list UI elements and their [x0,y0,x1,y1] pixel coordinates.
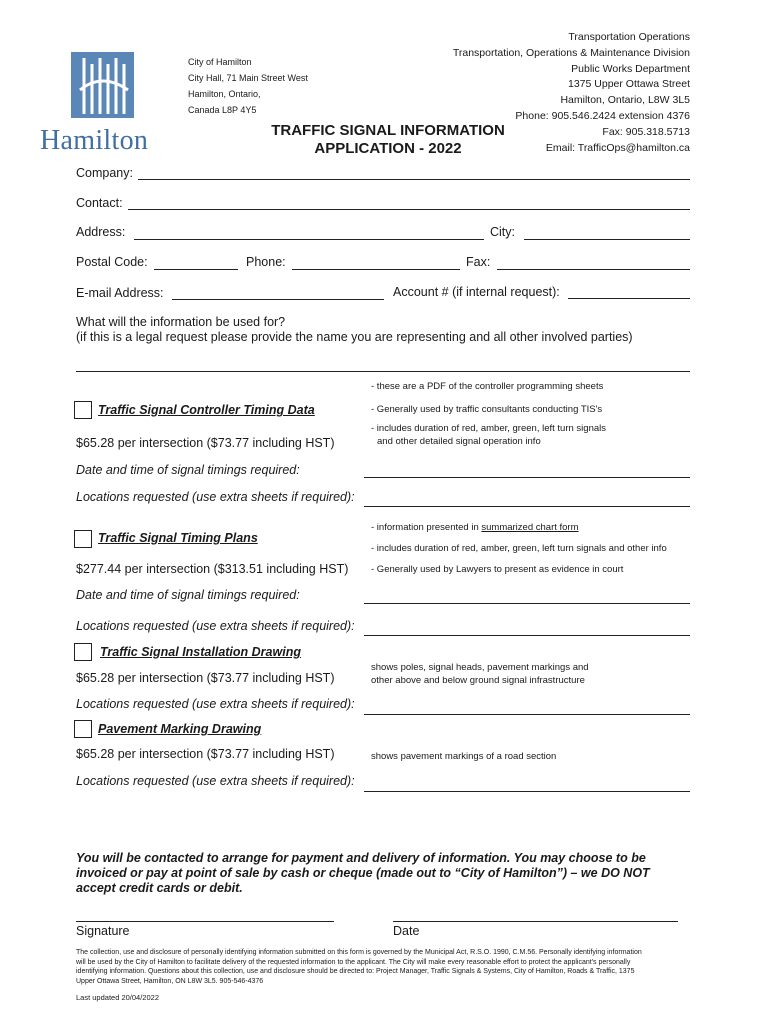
plans-locations-field[interactable] [364,635,690,636]
controller-note-3: - includes duration of red, amber, green, left turn signals and other detailed signal operation info [371,423,606,447]
last-updated: Last updated 20/04/2022 [76,993,159,1002]
plans-date-field[interactable] [364,603,690,604]
phone-field[interactable] [292,269,460,270]
plans-note-2: - includes duration of red, amber, green, left turn signals and other info [371,543,667,554]
city-logo [40,50,165,155]
hamilton-crest-icon [40,50,165,122]
company-field[interactable] [138,179,690,180]
address-label: Address: [76,225,126,239]
plans-date-label: Date and time of signal timings required: [76,588,300,602]
controller-locations-label: Locations requested (use extra sheets if required): [76,490,355,504]
controller-date-field[interactable] [364,477,690,478]
signature-label: Signature [76,924,130,938]
signature-field[interactable] [76,921,334,922]
contact-line: Public Works Department [571,62,690,75]
city-field[interactable] [524,239,690,240]
installation-locations-label: Locations requested (use extra sheets if required): [76,697,355,711]
contact-line: 1375 Upper Ottawa Street [568,78,690,91]
installation-note: shows poles, signal heads, pavement markings and other above and below ground signal infrastructure [371,662,589,686]
contact-line: Fax: 905.318.5713 [602,125,690,138]
phone-label: Phone: [246,255,286,269]
pavement-marking-title: Pavement Marking Drawing [98,722,262,736]
postal-code-label: Postal Code: [76,255,148,269]
timing-plans-title: Traffic Signal Timing Plans [98,531,258,545]
controller-timing-price: $65.28 per intersection ($73.77 including HST) [76,436,335,450]
logo-wordmark: Hamilton [40,125,149,156]
pavement-marking-price: $65.28 per intersection ($73.77 including HST) [76,747,335,761]
address-line: City Hall, 71 Main Street West [188,73,308,83]
timing-plans-checkbox[interactable] [74,530,92,548]
payment-notice: You will be contacted to arrange for payment and delivery of information. You may choose to be invoiced or pay at point of sale by cash or cheque (made out to “City of Hamilton”) – we DO NOT accept credit cards or debit. [76,851,650,895]
account-field[interactable] [568,298,690,299]
controller-timing-title: Traffic Signal Controller Timing Data [98,403,315,417]
contact-line: Transportation Operations [568,31,690,43]
usage-question: What will the information be used for? (if this is a legal request please provide the name you are representing and all other involved parties) [76,315,633,344]
pavement-marking-checkbox[interactable] [74,720,92,738]
city-label: City: [490,225,515,239]
address-line: City of Hamilton [188,57,252,67]
controller-date-label: Date and time of signal timings required: [76,463,300,477]
installation-drawing-price: $65.28 per intersection ($73.77 including HST) [76,671,335,685]
account-label: Account # (if internal request): [393,285,560,299]
address-field[interactable] [134,239,484,240]
plans-locations-label: Locations requested (use extra sheets if required): [76,619,355,633]
address-line: Canada L8P 4Y5 [188,105,257,115]
fax-field[interactable] [497,269,690,270]
controller-timing-checkbox[interactable] [74,401,92,419]
contact-line: Transportation, Operations & Maintenance Division [452,46,690,59]
plans-note-3: - Generally used by Lawyers to present as evidence in court [371,564,624,575]
controller-locations-field[interactable] [364,506,690,507]
date-label: Date [393,924,420,938]
form-title: TRAFFIC SIGNAL INFORMATION APPLICATION - 2022 [271,122,505,157]
contact-line: Email: TrafficOps@hamilton.ca [545,141,690,154]
plans-note-1: - information presented in summarized chart form [371,522,579,533]
summarized-chart-link: summarized chart form [481,522,579,533]
installation-locations-field[interactable] [364,714,690,715]
city-address [188,54,308,118]
date-field[interactable] [393,921,678,922]
installation-drawing-checkbox[interactable] [74,643,92,661]
pavement-note: shows pavement markings of a road section [371,751,557,762]
usage-field[interactable] [76,371,690,372]
fax-label: Fax: [466,255,491,269]
contact-line: Hamilton, Ontario, L8W 3L5 [560,94,690,107]
contact-line: Phone: 905.546.2424 extension 4376 [515,109,690,122]
pavement-locations-field[interactable] [364,791,690,792]
address-line: Hamilton, Ontario, [188,89,261,99]
controller-note-1: - these are a PDF of the controller programming sheets [371,381,604,392]
email-field[interactable] [172,299,384,300]
company-label: Company: [76,166,133,180]
postal-code-field[interactable] [154,269,238,270]
timing-plans-price: $277.44 per intersection ($313.51 including HST) [76,562,349,576]
installation-drawing-title: Traffic Signal Installation Drawing [100,645,301,659]
contact-field[interactable] [128,209,690,210]
email-label: E-mail Address: [76,286,164,300]
controller-note-2: - Generally used by traffic consultants conducting TIS's [371,404,603,415]
privacy-disclaimer: The collection, use and disclosure of personally identifying information submitted on this form is governed by the Municipal Act, R.S.O. 1990, C.M.56. Personally identifying information will be used by the City of Hamilton to facilitate delivery of the requested information to the applicant. The City will make every reasonable effort to protect the applicant's personally identifying information. Questions about this collection, use and disclosure should be directed to: Project Manager, Traffic Signals & Systems, City of Hamilton, Roads & Traffic, 1375 Upper Ottawa Street, Hamilton, ON L8W 3L5. 905-546-4376 [76,949,642,985]
contact-label: Contact: [76,196,123,210]
pavement-locations-label: Locations requested (use extra sheets if required): [76,774,355,788]
